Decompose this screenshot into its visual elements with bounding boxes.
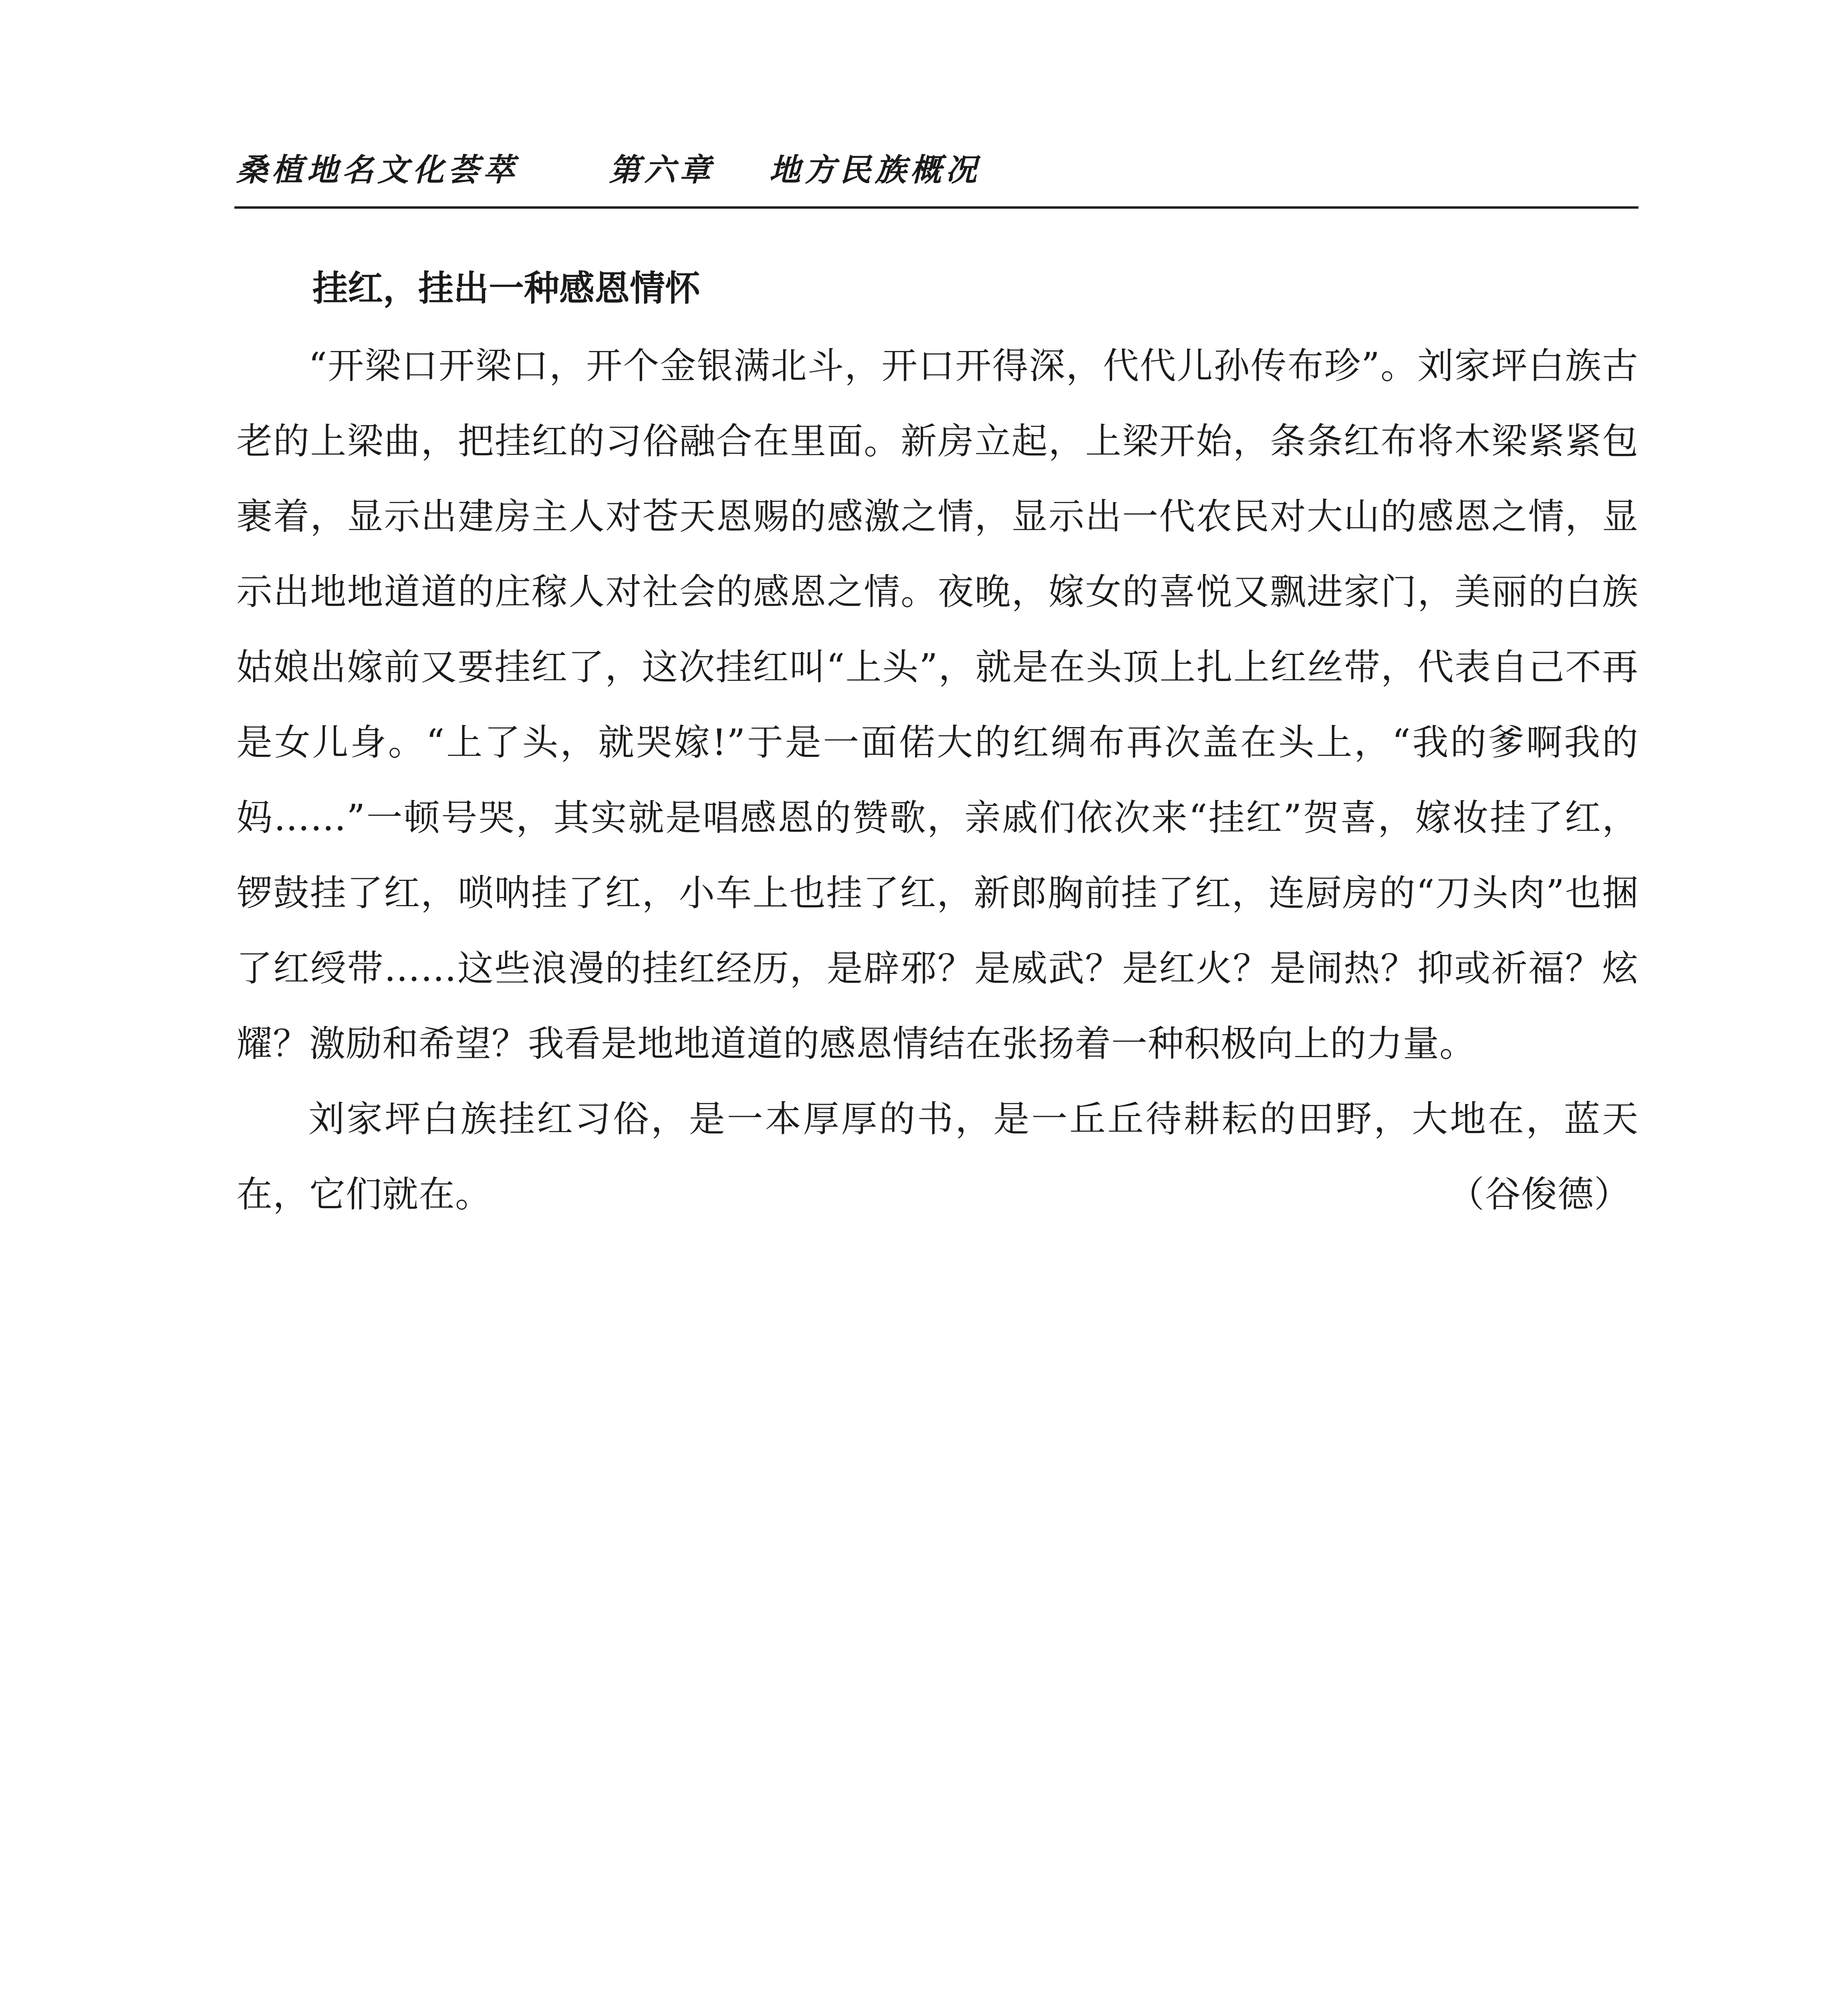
paragraph-text: 刘家坪白族挂红习俗，是一本厚厚的书，是一丘丘待耕耘的田野，大地在，蓝天在，它们就在。 [236, 1098, 1638, 1215]
running-header [236, 146, 1630, 194]
header-section: 地方民族概况 [769, 152, 981, 188]
header-divider [234, 206, 1638, 209]
article-title: 挂红，挂出一种感恩情怀 [312, 268, 701, 309]
closing-paragraph [236, 1082, 1638, 1232]
article-body [236, 328, 1638, 1232]
header-book-title: 桑植地名文化荟萃 [236, 152, 519, 188]
paragraph: “开梁口开梁口，开个金银满北斗，开口开得深，代代儿孙传布珍”。刘家坪白族古老的上梁曲，把挂红的习俗融合在里面。新房立起，上梁开始，条条红布将木梁紧紧包裹着，显示出建房主人对苍天恩赐的感激之情，显示出一代农民对大山的感恩之情，显示出地地道道的庄稼人对社会的感恩之情。夜晚，嫁女的喜悦又飘进家门，美丽的白族姑娘出嫁前又要挂红了，这次挂红叫“上头”，就是在头顶上扎上红丝带，代表自己不再是女儿身。“上了头，就哭嫁!”于是一面偌大的红绸布再次盖在头上，“我的爹啊我的妈……”一顿号哭，其实就是唱感恩的赞歌，亲戚们依次来“挂红”贺喜，嫁妆挂了红，锣鼓挂了红，唢呐挂了红，小车上也挂了红，新郎胸前挂了红，连厨房的“刀头肉”也捆了红绶带……这些浪漫的挂红经历，是辟邪？是威武？是红火？是闹热？抑或祈福？炫耀？激励和希望？我看是地地道道的感恩情结在张扬着一种积极向上的力量。 [236, 345, 1638, 1065]
author-byline: （谷俊德） [1448, 1173, 1630, 1215]
header-chapter: 第六章 [609, 152, 715, 188]
